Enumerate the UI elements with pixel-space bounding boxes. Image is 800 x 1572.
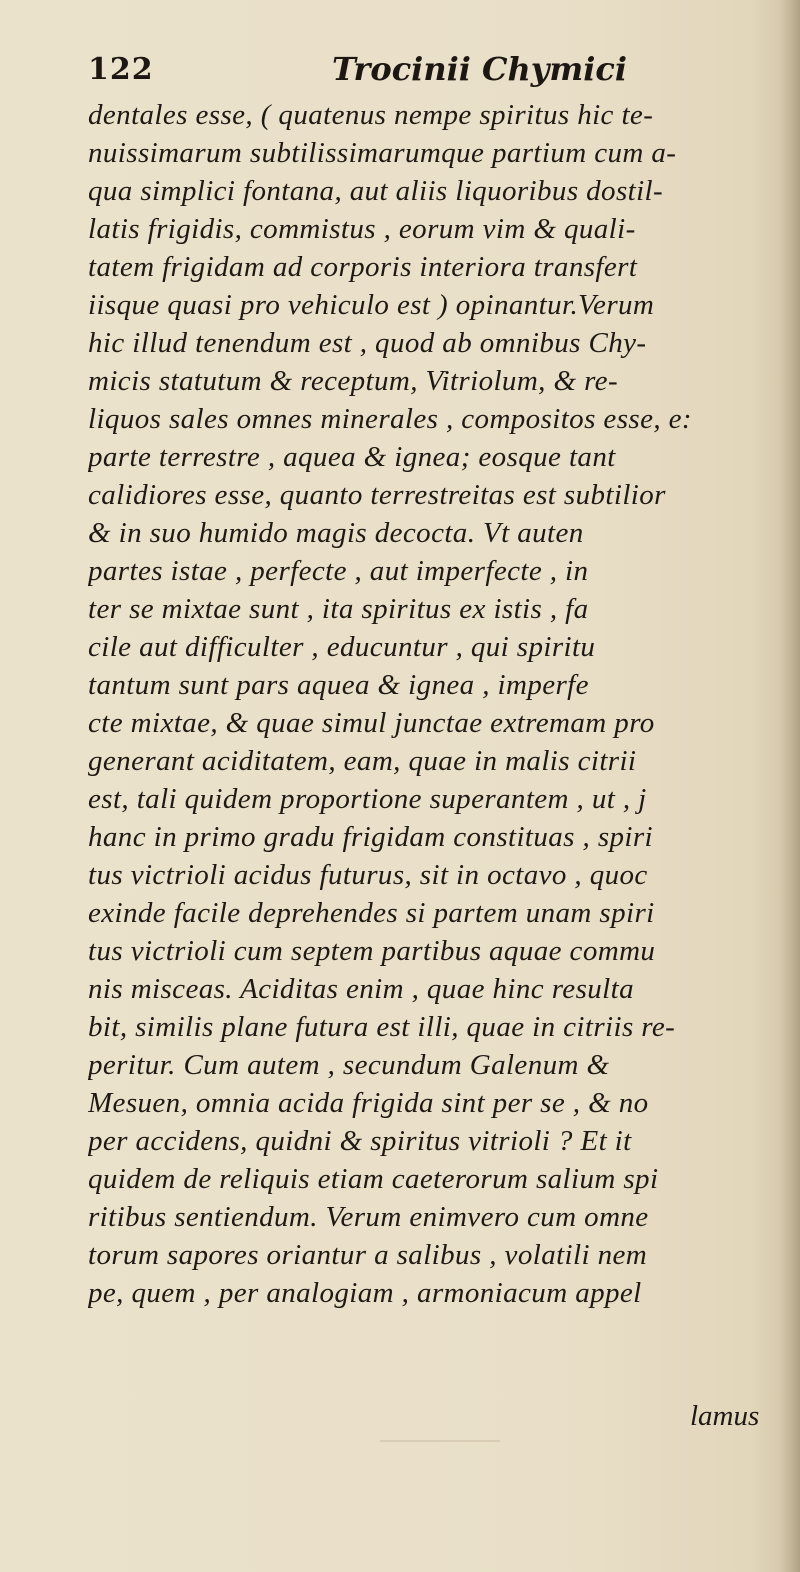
text-line: peritur. Cum autem , secundum Galenum & — [88, 1049, 610, 1081]
text-line: Mesuen, omnia acida frigida sint per se , & no — [88, 1087, 649, 1119]
page-number: 122 — [88, 52, 154, 87]
text-line: cile aut difficulter , educuntur , qui spiritu — [88, 631, 596, 663]
text-line: ter se mixtae sunt , ita spiritus ex istis , fa — [88, 593, 589, 625]
text-line: torum sapores oriantur a salibus , volatili nem — [88, 1239, 648, 1271]
text-line: pe, quem , per analogiam , armoniacum appel — [88, 1277, 642, 1309]
text-line: dentales esse, ( quatenus nempe spiritus hic te- — [88, 99, 654, 131]
text-line: tus victrioli cum septem partibus aquae commu — [88, 935, 656, 967]
text-line: exinde facile deprehendes si partem unam spiri — [88, 897, 655, 929]
text-line: ritibus sentiendum. Verum enimvero cum omne — [88, 1201, 649, 1233]
running-title: Trocinii Chymici — [332, 50, 628, 88]
text-line: nuissimarum subtilissimarumque partium cum a- — [88, 137, 677, 169]
text-line: qua simplici fontana, aut aliis liquoribus dostil- — [88, 175, 664, 207]
text-line: quidem de reliquis etiam caeterorum salium spi — [88, 1163, 659, 1195]
paper-mark — [380, 1440, 500, 1442]
running-head — [88, 46, 778, 96]
text-line: cte mixtae, & quae simul junctae extremam pro — [88, 707, 655, 739]
catchword: lamus — [690, 1400, 760, 1432]
text-line: tus victrioli acidus futurus, sit in octavo , quoc — [88, 859, 648, 891]
text-line: est, tali quidem proportione superantem , ut , j — [88, 783, 647, 815]
text-line: liquos sales omnes minerales , compositos esse, e: — [88, 403, 692, 435]
text-line: per accidens, quidni & spiritus vitrioli ? Et it — [88, 1125, 632, 1157]
text-line: generant aciditatem, eam, quae in malis citrii — [88, 745, 637, 777]
text-line: latis frigidis, commistus , eorum vim & quali- — [88, 213, 636, 245]
text-line: tatem frigidam ad corporis interiora transfert — [88, 251, 638, 283]
text-line: hanc in primo gradu frigidam constituas , spiri — [88, 821, 653, 853]
text-line: nis misceas. Aciditas enim , quae hinc resulta — [88, 973, 634, 1005]
text-line: hic illud tenendum est , quod ab omnibus Chy- — [88, 327, 647, 359]
text-line: bit, similis plane futura est illi, quae in citriis re- — [88, 1011, 676, 1043]
text-line: & in suo humido magis decocta. Vt auten — [88, 517, 584, 549]
text-line: micis statutum & receptum, Vitriolum, & re- — [88, 365, 619, 397]
text-line: partes istae , perfecte , aut imperfecte , in — [88, 555, 589, 587]
text-line: tantum sunt pars aquea & ignea , imperfe — [88, 669, 589, 701]
text-line: calidiores esse, quanto terrestreitas est subtilior — [88, 479, 666, 511]
body-text — [88, 96, 794, 1312]
text-line: iisque quasi pro vehiculo est ) opinantur.Verum — [88, 289, 655, 321]
text-line: parte terrestre , aquea & ignea; eosque tant — [88, 441, 616, 473]
